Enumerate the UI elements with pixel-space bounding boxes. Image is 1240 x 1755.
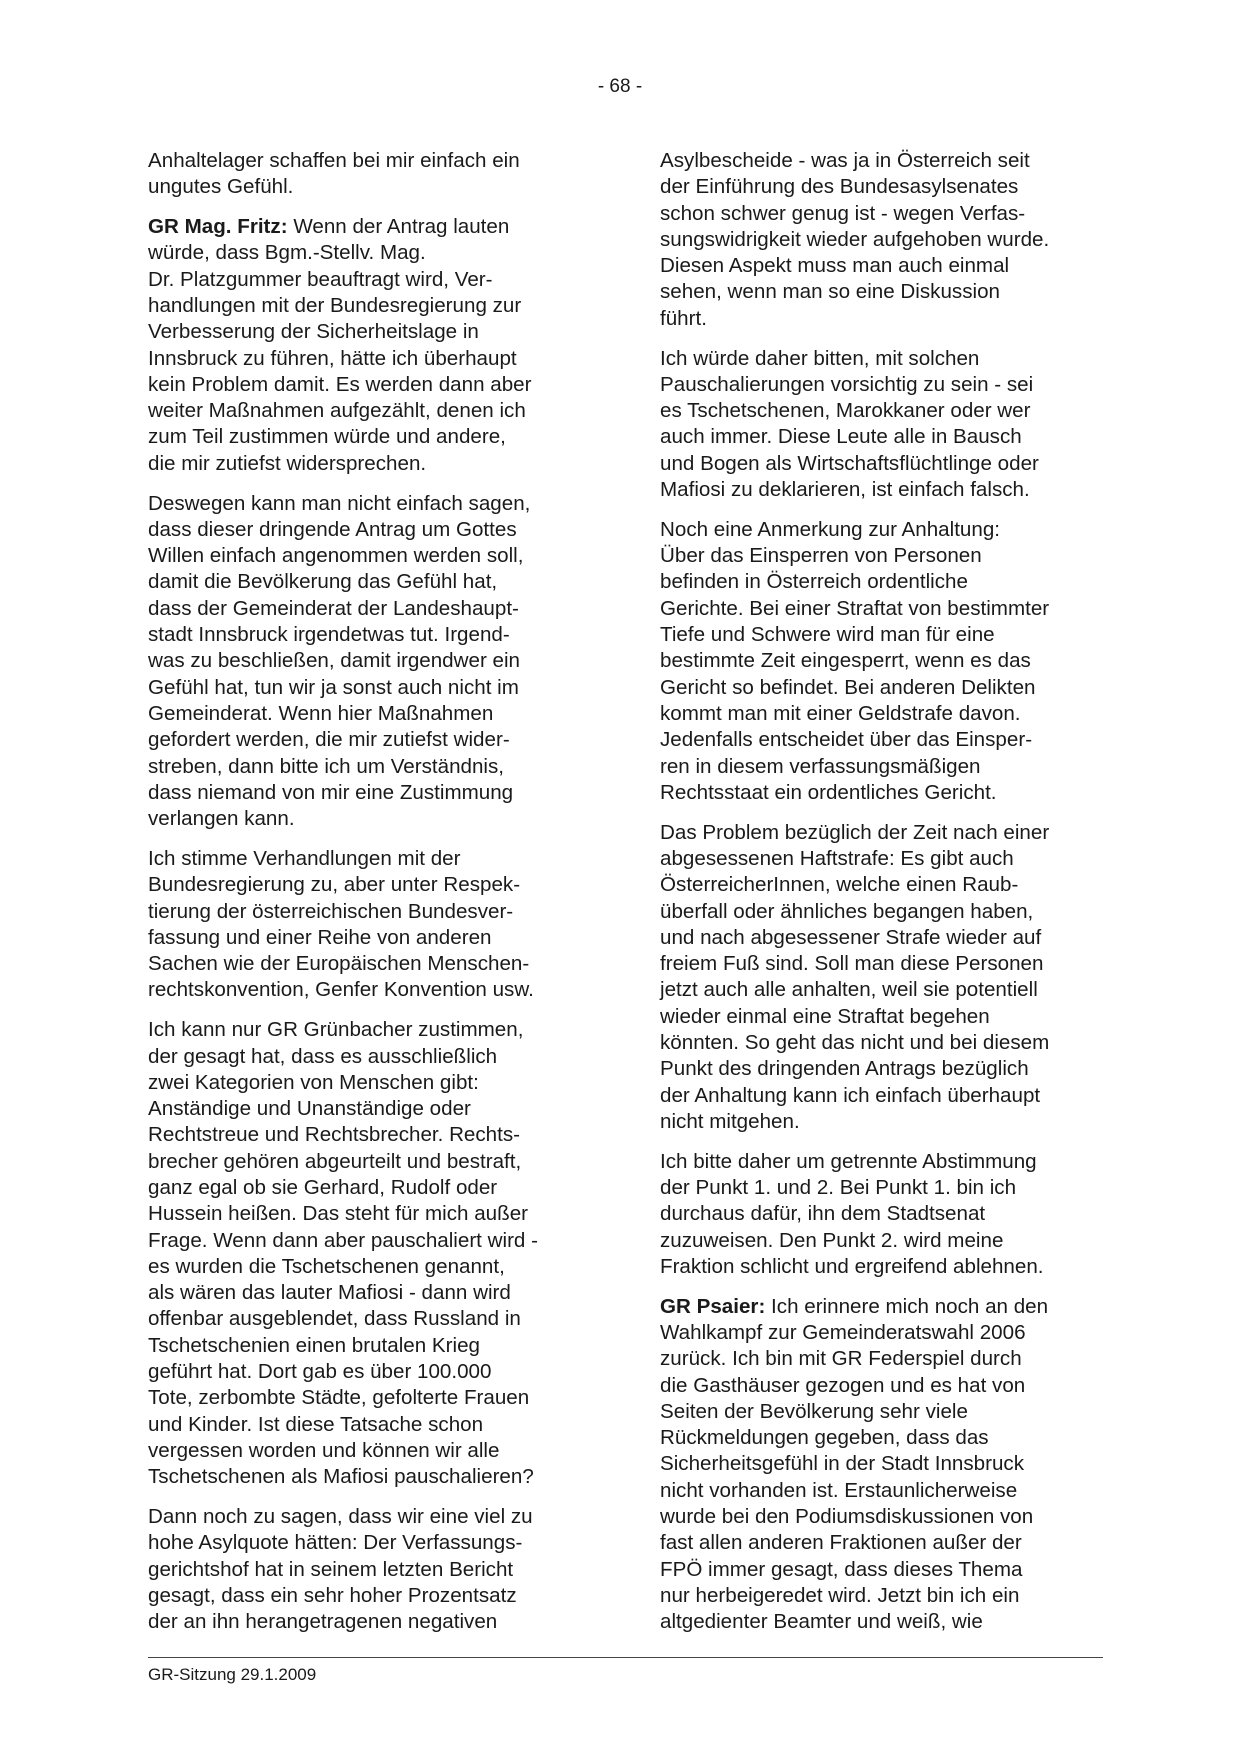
text-line: Rechtsstaat ein ordentliches Gericht. xyxy=(660,780,997,804)
text-line: Bundesregierung zu, aber unter Respek- xyxy=(148,873,521,897)
text-line: geführt hat. Dort gab es über 100.000 xyxy=(148,1360,492,1384)
text-line: nicht vorhanden ist. Erstaunlicherweise xyxy=(660,1478,1018,1502)
text-line: rechtskonvention, Genfer Konvention usw. xyxy=(148,978,534,1002)
text-line: Pauschalierungen vorsichtig zu sein - sei xyxy=(660,372,1034,396)
text-line: der an ihn herangetragenen negativen xyxy=(148,1610,498,1634)
text-line: ungutes Gefühl. xyxy=(148,175,294,199)
text-line: kein Problem damit. Es werden dann aber xyxy=(148,372,532,396)
text-line: und Kinder. Ist diese Tatsache schon xyxy=(148,1412,484,1436)
text-line: Ich kann nur GR Grünbacher zustimmen, xyxy=(148,1018,524,1042)
text-line: zum Teil zustimmen würde und andere, xyxy=(148,425,506,449)
text-line: Hussein heißen. Das steht für mich außer xyxy=(148,1202,528,1226)
text-line: und nach abgesessener Strafe wieder auf xyxy=(660,925,1042,949)
text-line: Ich bitte daher um getrennte Abstimmung xyxy=(660,1149,1037,1173)
text-line: verlangen kann. xyxy=(148,807,295,831)
text-line: zwei Kategorien von Menschen gibt: xyxy=(148,1070,479,1094)
text-line: ren in diesem verfassungsmäßigen xyxy=(660,754,981,778)
text-line: Jedenfalls entscheidet über das Einsper- xyxy=(660,728,1033,752)
text-line: dass der Gemeinderat der Landeshaupt- xyxy=(148,596,519,620)
paragraph xyxy=(148,1017,588,1490)
text-line: wieder einmal eine Straftat begehen xyxy=(660,1004,990,1028)
text-line: würde, dass Bgm.-Stellv. Mag. xyxy=(148,241,426,265)
text-line: Noch eine Anmerkung zur Anhaltung: xyxy=(660,517,1001,541)
footer-session-date: GR-Sitzung 29.1.2009 xyxy=(148,1665,317,1684)
text-line: ganz egal ob sie Gerhard, Rudolf oder xyxy=(148,1175,498,1199)
text-line: Rechtstreue und Rechtsbrecher. Rechts- xyxy=(148,1123,521,1147)
text-line: bestimmte Zeit eingesperrt, wenn es das xyxy=(660,649,1031,673)
paragraph xyxy=(660,517,1100,806)
paragraph xyxy=(660,1149,1100,1280)
paragraph xyxy=(148,491,588,833)
text-line: tierung der österreichischen Bundesver- xyxy=(148,899,514,923)
paragraph-speaker-fritz xyxy=(148,214,588,477)
text-line: fast allen anderen Fraktionen außer der xyxy=(660,1531,1022,1555)
text-line: Wenn der Antrag lauten xyxy=(293,215,510,239)
text-line: dass niemand von mir eine Zustimmung xyxy=(148,780,514,804)
text-line: Ich würde daher bitten, mit solchen xyxy=(660,346,980,370)
text-line: damit die Bevölkerung das Gefühl hat, xyxy=(148,570,498,594)
paragraph xyxy=(660,820,1100,1136)
text-line: der gesagt hat, dass es ausschließlich xyxy=(148,1044,498,1068)
text-line: die mir zutiefst widersprechen. xyxy=(148,451,427,475)
text-line: Anständige und Unanständige oder xyxy=(148,1097,471,1121)
text-line: Tiefe und Schwere wird man für eine xyxy=(660,623,995,647)
text-line: Deswegen kann man nicht einfach sagen, xyxy=(148,491,531,515)
text-line: die Gasthäuser gezogen und es hat von xyxy=(660,1373,1026,1397)
text-line: weiter Maßnahmen aufgezählt, denen ich xyxy=(148,399,526,423)
text-line: Frage. Wenn dann aber pauschaliert wird - xyxy=(148,1228,538,1252)
text-line: Das Problem bezüglich der Zeit nach einer xyxy=(660,820,1050,844)
text-line: ÖsterreicherInnen, welche einen Raub- xyxy=(660,873,1019,897)
text-line: Tschetschenen als Mafiosi pauschalieren? xyxy=(148,1465,534,1489)
text-line: Innsbruck zu führen, hätte ich überhaupt xyxy=(148,346,517,370)
paragraph-speaker-psaier xyxy=(660,1294,1100,1636)
text-line: sungswidrigkeit wieder aufgehoben wurde. xyxy=(660,227,1050,251)
text-line: dass dieser dringende Antrag um Gottes xyxy=(148,517,517,541)
text-line: was zu beschließen, damit irgendwer ein xyxy=(148,649,521,673)
text-line: könnten. So geht das nicht und bei diesem xyxy=(660,1031,1050,1054)
text-line: Ich stimme Verhandlungen mit der xyxy=(148,846,461,870)
text-line: Mafiosi zu deklarieren, ist einfach falsch. xyxy=(660,478,1030,502)
text-line: Ich erinnere mich noch an den xyxy=(771,1294,1049,1318)
footer-rule xyxy=(148,1657,1103,1658)
paragraph xyxy=(660,346,1100,504)
text-line: Gemeinderat. Wenn hier Maßnahmen xyxy=(148,701,494,725)
text-line: als wären das lauter Mafiosi - dann wird xyxy=(148,1281,511,1305)
text-line: Diesen Aspekt muss man auch einmal xyxy=(660,254,1010,278)
text-line: streben, dann bitte ich um Verständnis, xyxy=(148,754,505,778)
text-line: Tote, zerbombte Städte, gefolterte Frauen xyxy=(148,1386,530,1410)
text-line: auch immer. Diese Leute alle in Bausch xyxy=(660,425,1022,449)
text-line: handlungen mit der Bundesregierung zur xyxy=(148,293,522,317)
text-line: offenbar ausgeblendet, dass Russland in xyxy=(148,1307,521,1331)
text-line: Dr. Platzgummer beauftragt wird, Ver- xyxy=(148,267,493,291)
text-line: nur herbeigeredet wird. Jetzt bin ich ein xyxy=(660,1583,1020,1607)
text-line: befinden in Österreich ordentliche xyxy=(660,570,968,594)
text-line: Gefühl hat, tun wir ja sonst auch nicht im xyxy=(148,675,519,699)
text-line: FPÖ immer gesagt, dass dieses Thema xyxy=(660,1557,1023,1581)
paragraph xyxy=(148,846,588,1004)
text-line: Gericht so befindet. Bei anderen Delikten xyxy=(660,675,1036,699)
text-line: Sicherheitsgefühl in der Stadt Innsbruck xyxy=(660,1452,1025,1476)
text-line: schon schwer genug ist - wegen Verfas- xyxy=(660,201,1026,225)
text-line: Seiten der Bevölkerung sehr viele xyxy=(660,1399,968,1423)
paragraph xyxy=(660,148,1100,332)
text-line: fassung und einer Reihe von anderen xyxy=(148,925,492,949)
text-line: freiem Fuß sind. Soll man diese Personen xyxy=(660,952,1044,976)
right-column xyxy=(660,148,1100,1649)
text-line: gesagt, dass ein sehr hoher Prozentsatz xyxy=(148,1583,517,1607)
page-number: - 68 - xyxy=(597,76,643,97)
text-line: hohe Asylquote hätten: Der Verfassungs- xyxy=(148,1531,523,1555)
text-line: der Einführung des Bundesasylsenates xyxy=(660,175,1019,199)
text-line: Anhaltelager schaffen bei mir einfach ein xyxy=(148,149,520,172)
text-line: durchaus dafür, ihn dem Stadtsenat xyxy=(660,1202,986,1226)
text-line: Punkt des dringenden Antrags bezüglich xyxy=(660,1057,1029,1081)
text-line: gefordert werden, die mir zutiefst wider- xyxy=(148,728,510,752)
paragraph xyxy=(148,1504,588,1635)
text-line: und Bogen als Wirtschaftsflüchtlinge oder xyxy=(660,451,1039,475)
text-line: nicht mitgehen. xyxy=(660,1109,800,1133)
text-line: Sachen wie der Europäischen Menschen- xyxy=(148,952,530,976)
text-line: wurde bei den Podiumsdiskussionen von xyxy=(660,1505,1034,1529)
text-line: Gerichte. Bei einer Straftat von bestimmter xyxy=(660,596,1050,620)
speaker-name: GR Psaier: xyxy=(660,1294,766,1318)
text-line: es wurden die Tschetschenen genannt, xyxy=(148,1254,505,1278)
paragraph xyxy=(148,148,588,201)
text-line: Verbesserung der Sicherheitslage in xyxy=(148,320,479,344)
text-line: altgedienter Beamter und weiß, wie xyxy=(660,1610,983,1634)
text-line: gerichtshof hat in seinem letzten Bericht xyxy=(148,1557,514,1581)
text-line: brecher gehören abgeurteilt und bestraft, xyxy=(148,1149,522,1173)
text-line: der Punkt 1. und 2. Bei Punkt 1. bin ich xyxy=(660,1175,1017,1199)
text-line: abgesessenen Haftstrafe: Es gibt auch xyxy=(660,846,1014,870)
text-line: zurück. Ich bin mit GR Federspiel durch xyxy=(660,1347,1022,1371)
text-line: kommt man mit einer Geldstrafe davon. xyxy=(660,701,1021,725)
text-line: Fraktion schlicht und ergreifend ablehnen. xyxy=(660,1254,1044,1278)
left-column xyxy=(148,148,588,1649)
text-line: Dann noch zu sagen, dass wir eine viel zu xyxy=(148,1505,533,1529)
text-line: Asylbescheide - was ja in Österreich seit xyxy=(660,149,1030,172)
text-line: sehen, wenn man so eine Diskussion xyxy=(660,280,1000,304)
text-line: Willen einfach angenommen werden soll, xyxy=(148,544,524,568)
speaker-name: GR Mag. Fritz: xyxy=(148,215,288,239)
text-line: Tschetschenien einen brutalen Krieg xyxy=(148,1333,481,1357)
text-line: Wahlkampf zur Gemeinderatswahl 2006 xyxy=(660,1320,1026,1344)
text-line: vergessen worden und können wir alle xyxy=(148,1438,500,1462)
text-line: überfall oder ähnliches begangen haben, xyxy=(660,899,1034,923)
text-line: jetzt auch alle anhalten, weil sie potentiell xyxy=(660,978,1038,1002)
text-line: führt. xyxy=(660,306,707,330)
text-line: es Tschetschenen, Marokkaner oder wer xyxy=(660,399,1031,423)
text-line: stadt Innsbruck irgendetwas tut. Irgend- xyxy=(148,623,510,647)
text-line: der Anhaltung kann ich einfach überhaupt xyxy=(660,1083,1041,1107)
text-line: Über das Einsperren von Personen xyxy=(660,544,982,568)
text-line: Rückmeldungen gegeben, dass das xyxy=(660,1426,989,1450)
text-line: zuzuweisen. Den Punkt 2. wird meine xyxy=(660,1228,1004,1252)
